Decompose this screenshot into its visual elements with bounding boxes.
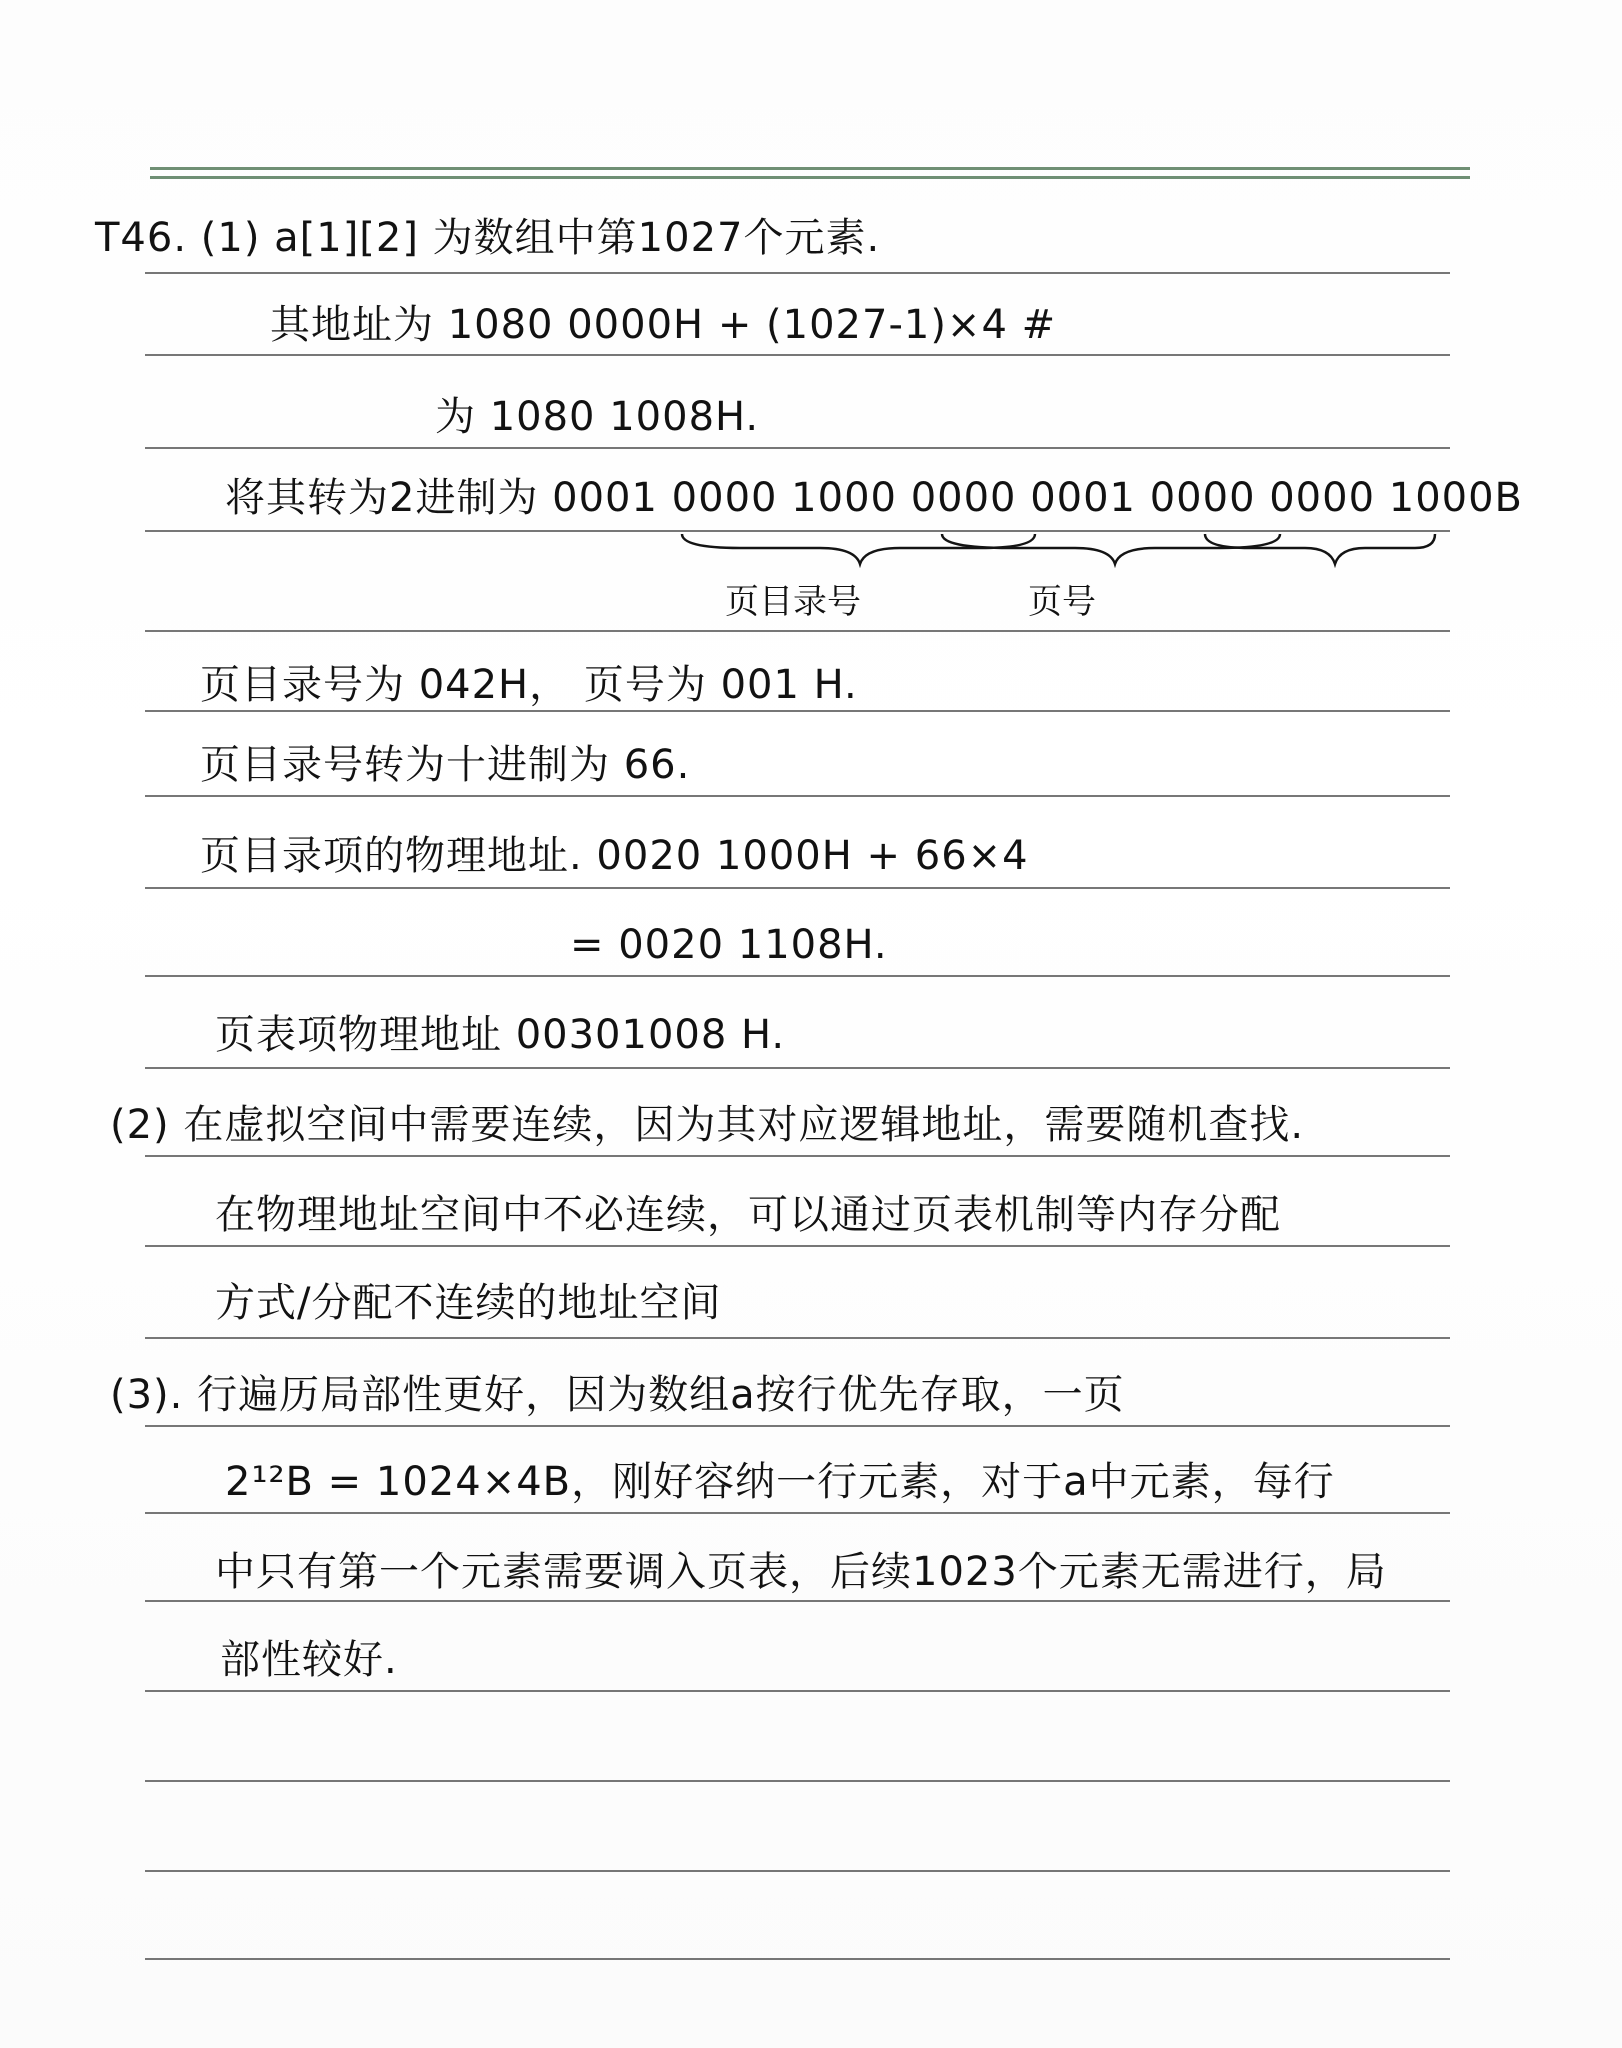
ruled-line (145, 1425, 1450, 1427)
ruled-line (145, 887, 1450, 889)
answer-line-1: T46. (1) a[1][2] 为数组中第1027个元素. (95, 215, 881, 261)
answer-line-7: 页目录项的物理地址. 0020 1000H + 66×4 (200, 833, 1029, 879)
answer-line-6: 页目录号转为十进制为 66. (200, 742, 691, 788)
ruled-line (145, 272, 1450, 274)
answer-line-2: 其地址为 1080 0000H + (1027-1)×4 # (270, 302, 1057, 348)
answer-line-5: 页目录号为 042H， 页号为 001 H. (200, 662, 858, 708)
answer-line-14: 2¹²B = 1024×4B，刚好容纳一行元素，对于a中元素，每行 (225, 1459, 1335, 1505)
ruled-line (145, 710, 1450, 712)
answer-line-12: 方式/分配不连续的地址空间 (215, 1280, 722, 1326)
header-rule (150, 167, 1470, 170)
header-rule (150, 176, 1470, 179)
answer-line-4: 将其转为2进制为 0001 0000 1000 0000 0001 0000 0000 1000B (225, 475, 1523, 521)
ruled-line (145, 630, 1450, 632)
answer-line-9: 页表项物理地址 00301008 H. (215, 1012, 786, 1058)
answer-line-13: (3). 行遍历局部性更好，因为数组a按行优先存取，一页 (110, 1372, 1125, 1418)
ruled-line (145, 1067, 1450, 1069)
ruled-line (145, 1245, 1450, 1247)
answer-line-11: 在物理地址空间中不必连续，可以通过页表机制等内存分配 (215, 1192, 1281, 1238)
ruled-line (145, 1870, 1450, 1872)
answer-line-16: 部性较好. (220, 1637, 398, 1683)
ruled-line (145, 975, 1450, 977)
ruled-line (145, 1958, 1450, 1960)
binary-braces (680, 530, 1440, 570)
ruled-line (145, 447, 1450, 449)
brace-label-page: 页号 (1028, 582, 1096, 622)
ruled-line (145, 1690, 1450, 1692)
ruled-line (145, 1512, 1450, 1514)
ruled-line (145, 1337, 1450, 1339)
answer-line-10: (2) 在虚拟空间中需要连续，因为其对应逻辑地址，需要随机查找. (110, 1102, 1305, 1148)
answer-line-3: 为 1080 1008H. (435, 394, 760, 440)
ruled-line (145, 1780, 1450, 1782)
answer-line-8: = 0020 1108H. (570, 922, 888, 968)
ruled-line (145, 354, 1450, 356)
ruled-line (145, 795, 1450, 797)
brace-label-directory: 页目录号 (725, 582, 861, 622)
ruled-line (145, 1155, 1450, 1157)
ruled-line (145, 1600, 1450, 1602)
answer-line-15: 中只有第一个元素需要调入页表，后续1023个元素无需进行，局 (215, 1549, 1387, 1595)
